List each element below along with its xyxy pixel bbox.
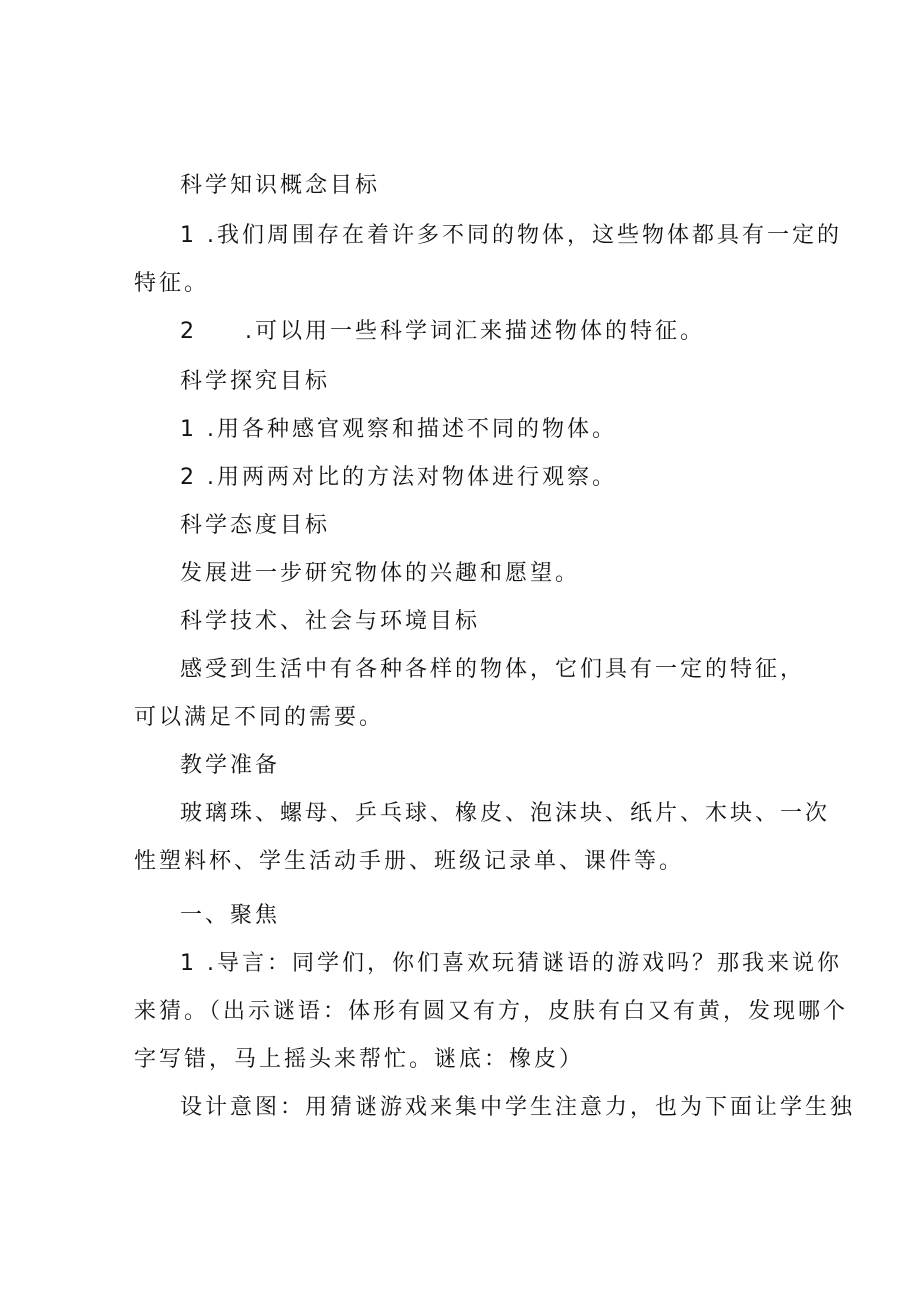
paragraph-line: 可以满足不同的需要。 xyxy=(134,705,385,730)
list-number: 2 xyxy=(180,319,197,344)
paragraph-line: 1 .导言：同学们，你们喜欢玩猜谜语的游戏吗？那我来说你 xyxy=(180,951,842,976)
paragraph-line: 1 .用各种感官观察和描述不同的物体。 xyxy=(180,417,617,442)
paragraph-line: 玻璃珠、螺母、乒乓球、橡皮、泡沫块、纸片、木块、一次 xyxy=(180,801,831,826)
heading-teaching-preparation: 教学准备 xyxy=(180,753,281,778)
heading-attitude-goals: 科学态度目标 xyxy=(180,513,331,538)
list-text: .可以用一些科学词汇来描述物体的特征。 xyxy=(245,319,705,344)
heading-focus: 一、聚焦 xyxy=(180,903,281,928)
paragraph-line: 性塑料杯、学生活动手册、班级记录单、课件等。 xyxy=(134,849,685,874)
heading-stse-goals: 科学技术、社会与环境目标 xyxy=(180,609,481,634)
paragraph-line: 感受到生活中有各种各样的物体，它们具有一定的特征， xyxy=(180,657,806,682)
paragraph-line: 来猜。（出示谜语：体形有圆又有方，皮肤有白又有黄，发现哪个 xyxy=(134,999,849,1024)
paragraph-line xyxy=(180,318,705,346)
paragraph-line: 发展进一步研究物体的兴趣和愿望。 xyxy=(180,561,581,586)
paragraph-line: 特征。 xyxy=(134,271,210,296)
paragraph-line: 设计意图：用猜谜游戏来集中学生注意力，也为下面让学生独 xyxy=(180,1095,856,1120)
paragraph-line: 1 .我们周围存在着许多不同的物体，这些物体都具有一定的 xyxy=(180,223,842,248)
heading-inquiry-goals: 科学探究目标 xyxy=(180,369,331,394)
paragraph-line: 2 .用两两对比的方法对物体进行观察。 xyxy=(180,465,617,490)
paragraph-line: 字写错，马上摇头来帮忙。谜底：橡皮） xyxy=(134,1047,585,1072)
heading-knowledge-goals: 科学知识概念目标 xyxy=(180,173,381,198)
